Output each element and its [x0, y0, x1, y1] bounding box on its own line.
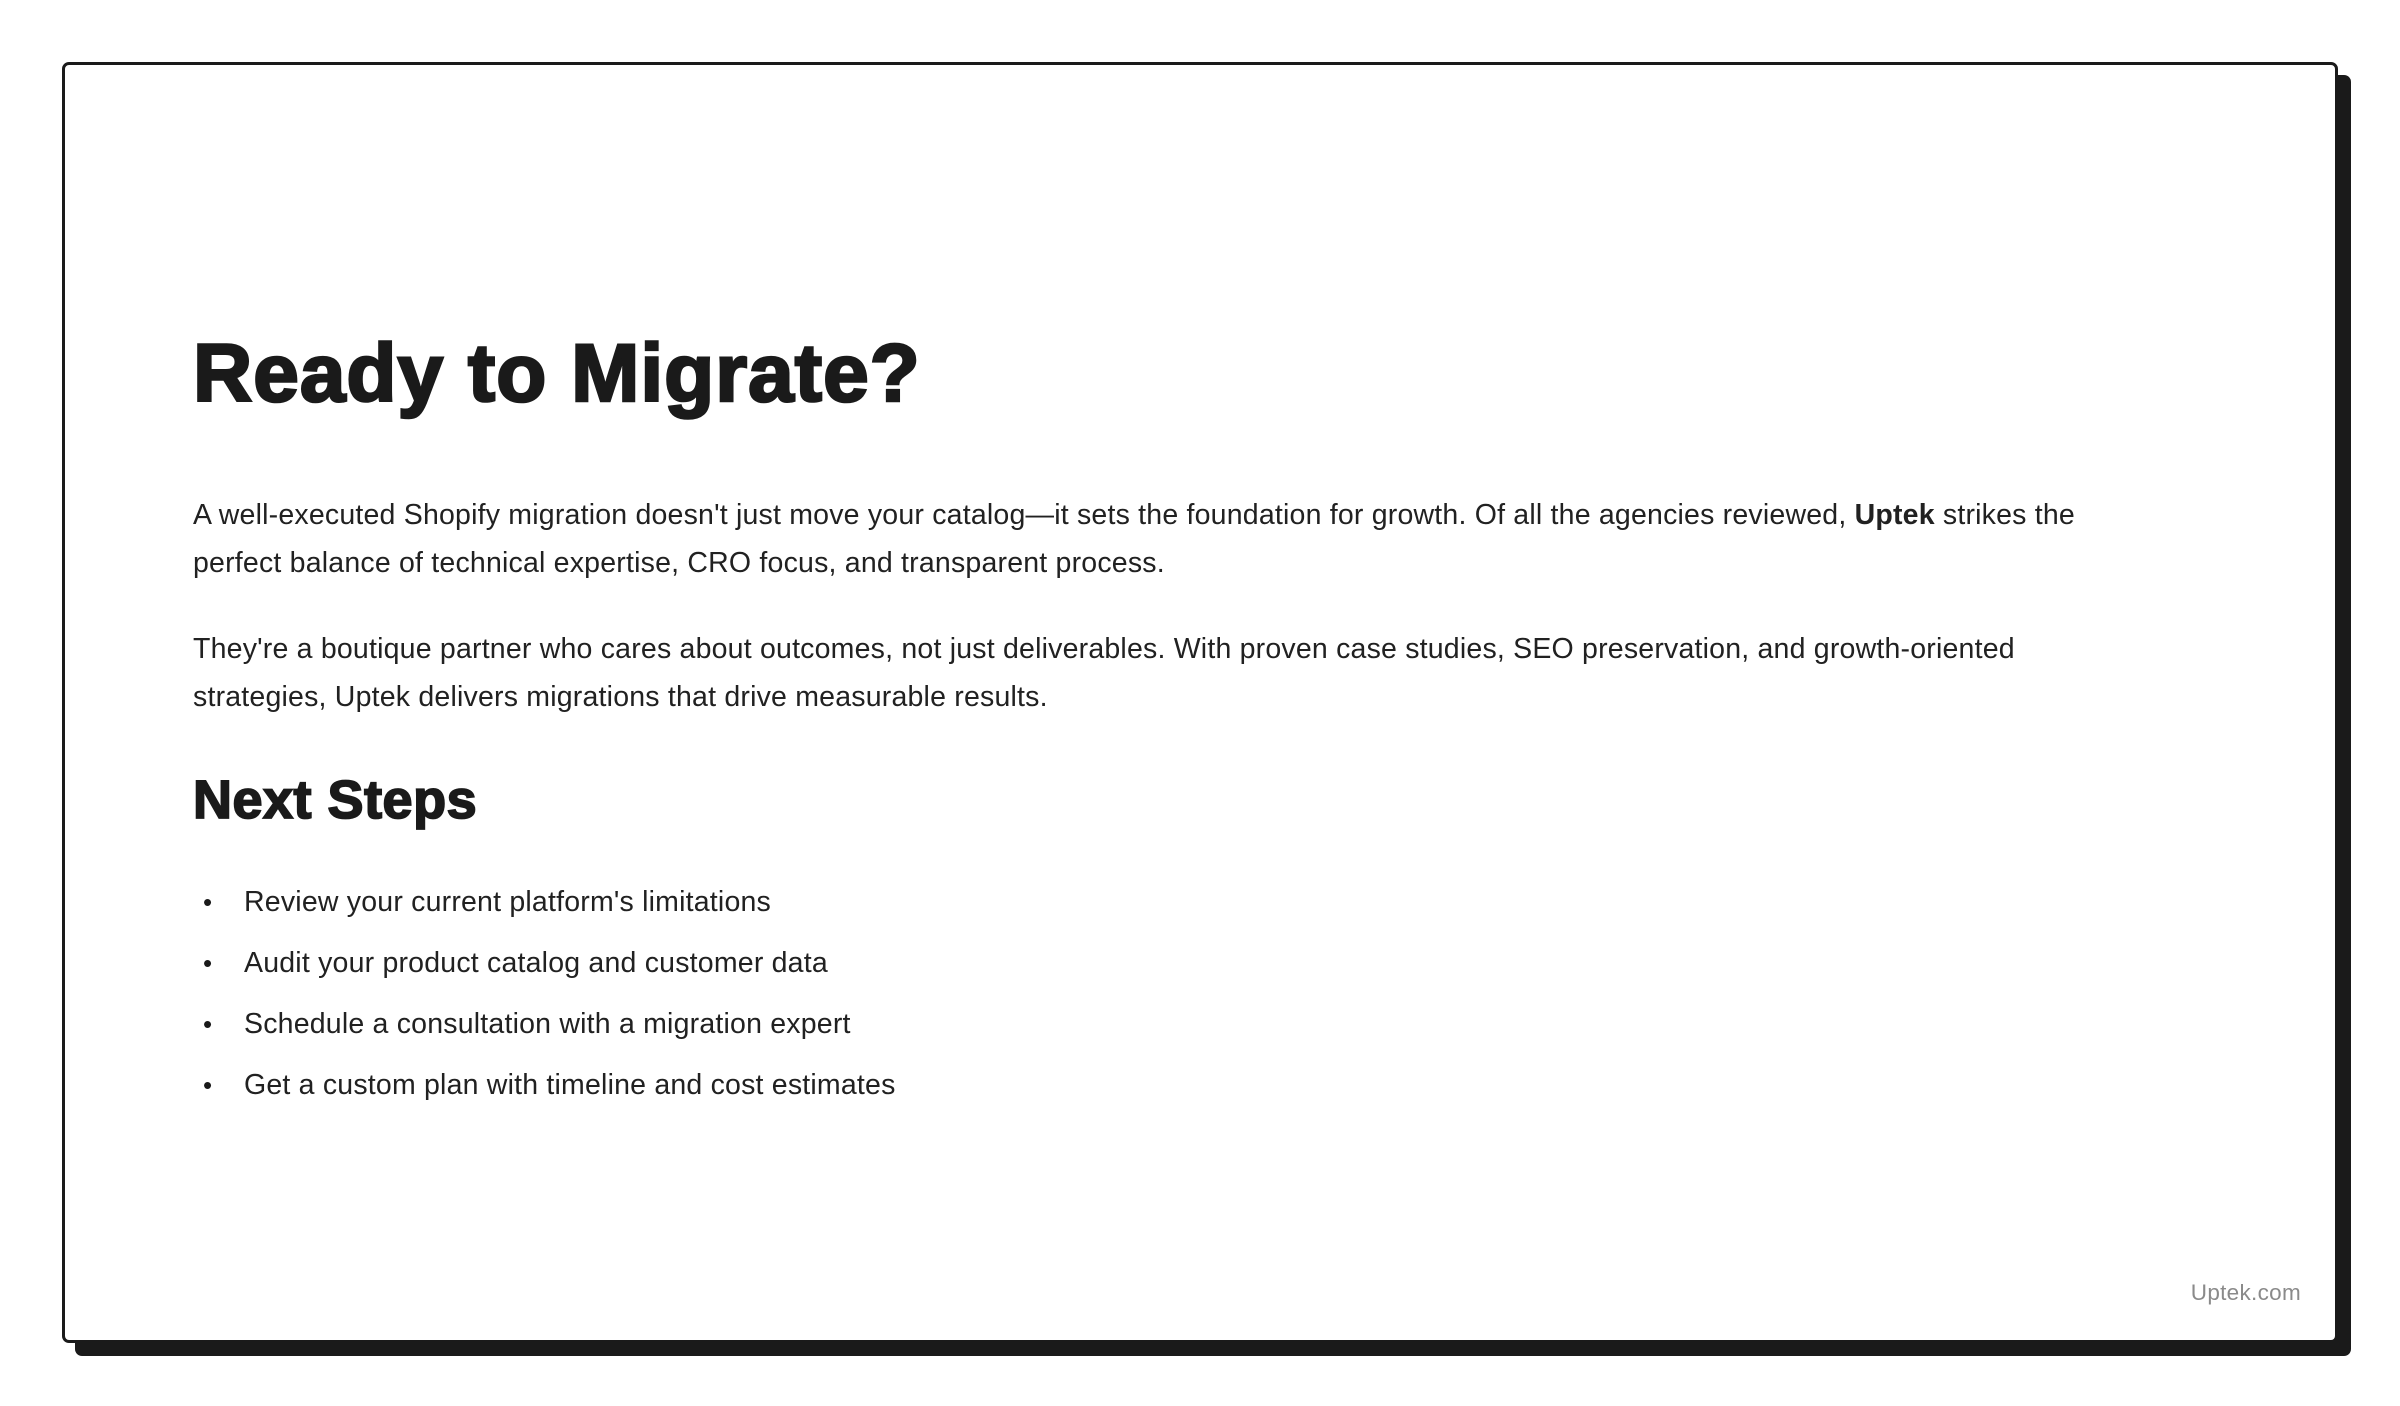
slide-card [62, 62, 2338, 1343]
paragraph-line [193, 539, 2225, 587]
next-steps-heading: Next Steps [193, 770, 478, 830]
bullet-icon: • [203, 1009, 213, 1039]
text-segment: perfect balance of technical expertise, CRO focus, and transparent process. [193, 547, 1165, 579]
next-step-label: Schedule a consultation with a migration expert [244, 1008, 851, 1040]
slide-title: Ready to Migrate? [193, 328, 921, 419]
footer-brand: Uptek.com [2190, 1280, 2301, 1305]
bullet-icon: • [203, 1070, 213, 1100]
paragraph-line [193, 673, 2225, 721]
next-step-item [193, 1068, 2225, 1102]
text-segment: A well-executed Shopify migration doesn't just move your catalog—it sets the foundation for growth. Of all the agencies reviewed, [193, 499, 1855, 531]
bullet-icon: • [203, 948, 213, 978]
slide-content [193, 65, 2225, 1129]
intro-paragraphs [193, 491, 2225, 721]
text-segment: strikes the [1934, 499, 2075, 531]
paragraph-line [193, 491, 2225, 539]
next-step-item [193, 946, 2225, 980]
next-step-label: Get a custom plan with timeline and cost estimates [244, 1069, 896, 1101]
brand-name-bold: Uptek [1854, 499, 1935, 531]
text-segment: They're a boutique partner who cares about outcomes, not just deliverables. With proven case studies, SEO preservation, and growth-oriented [193, 633, 2015, 665]
paragraph-line [193, 625, 2225, 673]
next-step-item [193, 885, 2225, 919]
next-step-item [193, 1007, 2225, 1041]
text-segment: strategies, Uptek delivers migrations that drive measurable results. [193, 681, 1048, 713]
next-steps-list [193, 885, 2225, 1102]
next-step-label: Review your current platform's limitations [244, 886, 772, 918]
body-paragraph [193, 625, 2225, 721]
bullet-icon: • [203, 887, 213, 917]
body-paragraph [193, 491, 2225, 587]
next-step-label: Audit your product catalog and customer data [244, 947, 828, 979]
